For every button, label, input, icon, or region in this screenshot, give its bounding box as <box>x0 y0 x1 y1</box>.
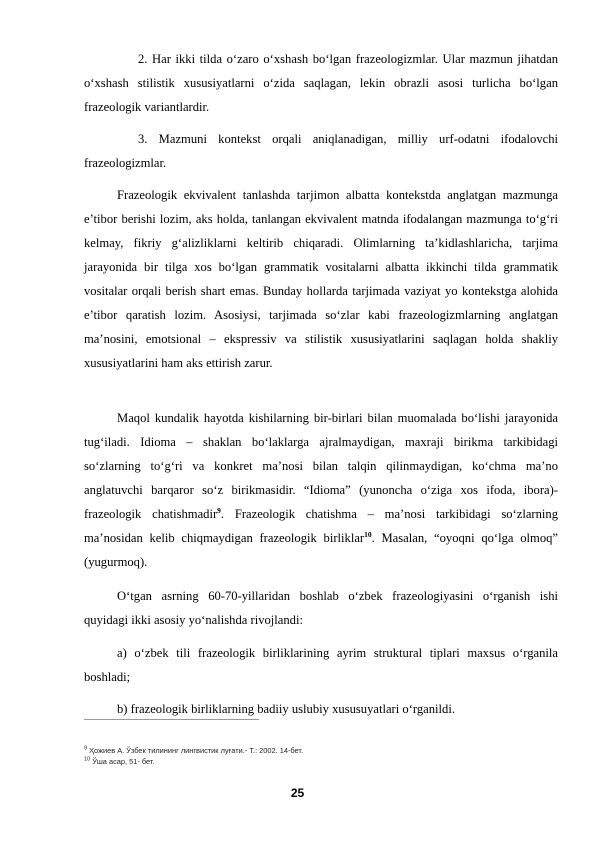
footnote-9: $^9$ Ҳожиев А. Ўзбек тилининг лингвистик луғати.- Т.: 2002. 14-бет. <box>84 745 304 755</box>
footnote-ref-9: 9 <box>217 505 221 515</box>
paragraph-otgan-asr: O‘tgan asrning 60-70-yillaridan boshlab o‘zbek frazeologiyasini o‘rganish ishi quyidagi ikki asosiy yo‘nalishda rivojlandi: <box>84 589 558 627</box>
page-number: 25 <box>290 786 305 800</box>
paragraph-maqol-idioma: Maqol kundalik hayotda kishilarning bir-birlari bilan muomalada bo‘lishi jarayonida tug‘iladi. Idioma – shaklan bo‘laklarga ajralmaydigan, maxraji birikma tarkibidagi so‘zlarning to‘g‘ri va konkret ma’nosi bilan talqin qilinmaydigan, ko‘chma ma’no anglatuvchi barqaror so‘z birikmasidir. “Idioma” (yunoncha o‘ziga xos ifoda, ibora)-frazeologik chatishmadir$^9$. Frazeologik chatishma – ma’nosi tarkibidagi so‘zlarning ma’nosidan kelib chiqmaydigan frazeologik birliklar$^{10}$. Masalan, “oyoqni qo‘lga olmoq” (yugurmoq). <box>84 411 558 569</box>
paragraph-frazeologik-ekvivalent: Frazeologik ekvivalent tanlashda tarjimon albatta kontekstda anglatgan mazmunga e’tibor berishi lozim, aks holda, tanlangan ekvivalent matnda ifodalangan mazmunga to‘g‘ri kelmay, fikriy g‘alizliklarni keltirib chiqaradi. Olimlarning ta’kidlashlaricha, tarjima jarayonida bir tilga xos bo‘lgan grammatik vositalarni albatta ikkinchi tilda grammatik vositalar orqali berish shart emas. Bunday hollarda tarjimada vaziyat yo kontekstga alohida e’tibor qaratish lozim. Asosiysi, tarjimada so‘zlar kabi frazeologizmlarning anglatgan ma’nosini, emotsional – ekspressiv va stilistik xususiyatlarini saqlagan holda shakliy xususiyatlarini ham aks ettirish zarur. <box>84 188 558 370</box>
footnote-ref-10: 10 <box>364 529 372 539</box>
footnote-divider <box>84 719 259 720</box>
paragraph-list-b: b) frazeologik birliklarning badiiy uslubiy xususuyatlari o‘rganildi. <box>117 702 455 716</box>
footnote-10: $^{10}$ Ўша асар, 51- бет. <box>84 756 155 766</box>
paragraph-list-a: a) o‘zbek tili frazeologik birliklarining ayrim struktural tiplari maxsus o‘rganila boshladi; <box>84 646 558 684</box>
paragraph-list-item-3: 3. Mazmuni kontekst orqali aniqlanadigan, milliy urf-odatni ifodalovchi frazeologizmlar. <box>84 132 558 170</box>
paragraph-list-item-2: 2. Har ikki tilda o‘zaro o‘xshash bo‘lgan frazeologizmlar. Ular mazmun jihatdan o‘xshash stilistik xususiyatlarni o‘zida saqlagan, lekin obrazli asosi turlicha bo‘lgan frazeologik variantlardir. <box>84 52 558 114</box>
